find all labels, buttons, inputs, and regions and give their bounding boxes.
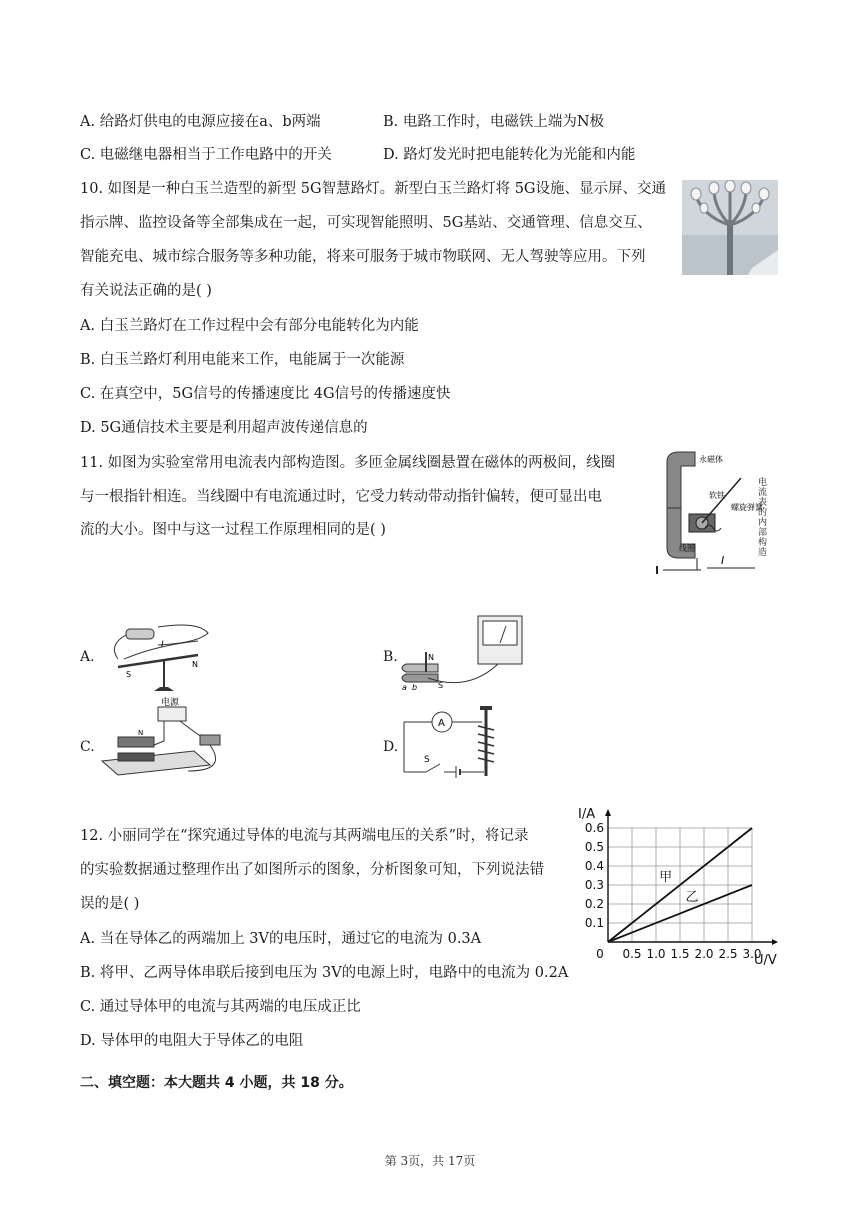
q11-option-a: A. (80, 649, 95, 665)
q9-option-c: C. 电磁继电器相当于工作电路中的开关 (80, 147, 332, 163)
figb-a: a (402, 683, 407, 692)
q10-option-c: C. 在真空中，5G信号的传播速度比 4G信号的传播速度快 (80, 386, 451, 402)
fig-iron-label: 软铁 (709, 491, 725, 500)
figb-n: N (428, 653, 434, 662)
x-tick-label: 0 (596, 947, 604, 961)
series-label: 甲 (659, 870, 673, 886)
y-axis-label: I/A (578, 807, 596, 822)
q11-figure-a (98, 615, 214, 695)
y-axis-arrow (605, 809, 611, 816)
q10-stem-line2: 指示牌、监控设备等全部集成在一起，可实现智能照明、5G基站、交通管理、信息交互、 (80, 215, 652, 231)
fig-magnet-label: 永磁体 (699, 455, 723, 464)
y-tick-label: 0.1 (584, 916, 604, 930)
x-tick-label: 1.0 (646, 947, 666, 961)
q9-option-b: B. 电路工作时，电磁铁上端为N极 (383, 114, 605, 130)
q9-option-a: A. 给路灯供电的电源应接在a、b两端 (80, 114, 321, 130)
series-label: 乙 (685, 890, 699, 906)
q12-option-b: B. 将甲、乙两导体串联后接到电压为 3V的电源上时，电路中的电流为 0.2A (80, 965, 569, 981)
figa-current: I (161, 640, 164, 650)
x-tick-label: 1.5 (670, 947, 690, 961)
figc-power: 电源 (161, 698, 180, 708)
q12-option-c: C. 通过导体甲的电流与其两端的电压成正比 (80, 999, 361, 1015)
y-tick-label: 0.4 (584, 859, 604, 873)
q10-option-b: B. 白玉兰路灯利用电能来工作，电能属于一次能源 (80, 352, 405, 368)
q12-stem-line1: 12. 小丽同学在“探究通过导体的电流与其两端电压的关系”时，将记录 (80, 828, 529, 844)
figa-n: N (192, 660, 198, 669)
x-tick-label: 0.5 (622, 947, 642, 961)
fig-spring-label: 螺旋弹簧 (731, 503, 763, 512)
x-axis-label: U/V (754, 953, 777, 968)
q10-stem-line1: 10. 如图是一种白玉兰造型的新型 5G智慧路灯。新型白玉兰路灯将 5G设施、显示屏、交通 (80, 181, 667, 197)
q11-option-d: D. (383, 739, 399, 755)
q9-option-d: D. 路灯发光时把电能转化为光能和内能 (383, 147, 636, 163)
q11-figure-d (400, 702, 496, 778)
figb-b: b (412, 683, 418, 692)
section-2-heading: 二、填空题：本大题共 4 小题，共 18 分。 (80, 1075, 353, 1091)
x-tick-label: 2.0 (694, 947, 714, 961)
x-tick-label: 3.0 (742, 947, 762, 961)
streetlamp-photo (682, 180, 778, 275)
q10-stem-line4: 有关说法正确的是( ) (80, 283, 212, 299)
figd-ammeter: A (438, 718, 445, 729)
figb-s: S (438, 681, 444, 690)
q11-figure-c (98, 695, 234, 781)
q10-option-a: A. 白玉兰路灯在工作过程中会有部分电能转化为内能 (80, 318, 419, 334)
figd-switch: S (424, 755, 430, 765)
q12-stem-line2: 的实验数据通过整理作出了如图所示的图象，分析图象可知，下列说法错 (80, 862, 544, 878)
q11-figure-b (398, 612, 526, 692)
y-tick-label: 0.5 (584, 840, 604, 854)
x-tick-label: 2.5 (718, 947, 738, 961)
x-axis-arrow (772, 939, 778, 945)
figa-s: S (126, 670, 132, 679)
q12-option-d: D. 导体甲的电阻大于导体乙的电阻 (80, 1033, 304, 1049)
q11-stem-line2: 与一根指针相连。当线圈中有电流通过时，它受力转动带动指针偏转，便可显出电 (80, 489, 602, 505)
q12-option-a: A. 当在导体乙的两端加上 3V的电压时，通过它的电流为 0.3A (80, 931, 482, 947)
y-tick-label: 0.2 (584, 897, 604, 911)
q11-option-c: C. (80, 739, 95, 755)
q11-stem-line3: 流的大小。图中与这一过程工作原理相同的是( ) (80, 522, 386, 538)
figc-n: N (138, 729, 144, 737)
y-tick-label: 0.6 (584, 821, 604, 835)
q11-stem-line1: 11. 如图为实验室常用电流表内部构造图。多匝金属线圈悬置在磁体的两极间，线圈 (80, 455, 616, 471)
y-tick-label: 0.3 (584, 878, 604, 892)
page-footer: 第 3页，共 17页 (384, 1154, 476, 1168)
q10-option-d: D. 5G通信技术主要是利用超声波传递信息的 (80, 420, 368, 436)
fig-caption-vertical: 电流表的内部构造 (758, 478, 768, 558)
q12-stem-line3: 误的是( ) (80, 896, 140, 912)
fig-coil-label: 线圈 (679, 544, 695, 553)
iu-chart (576, 806, 780, 968)
q11-option-b: B. (383, 649, 398, 665)
fig-current-label: I (721, 554, 725, 567)
q10-stem-line3: 智能充电、城市综合服务等多种功能，将来可服务于城市物联网、无人驾驶等应用。下列 (80, 249, 646, 265)
